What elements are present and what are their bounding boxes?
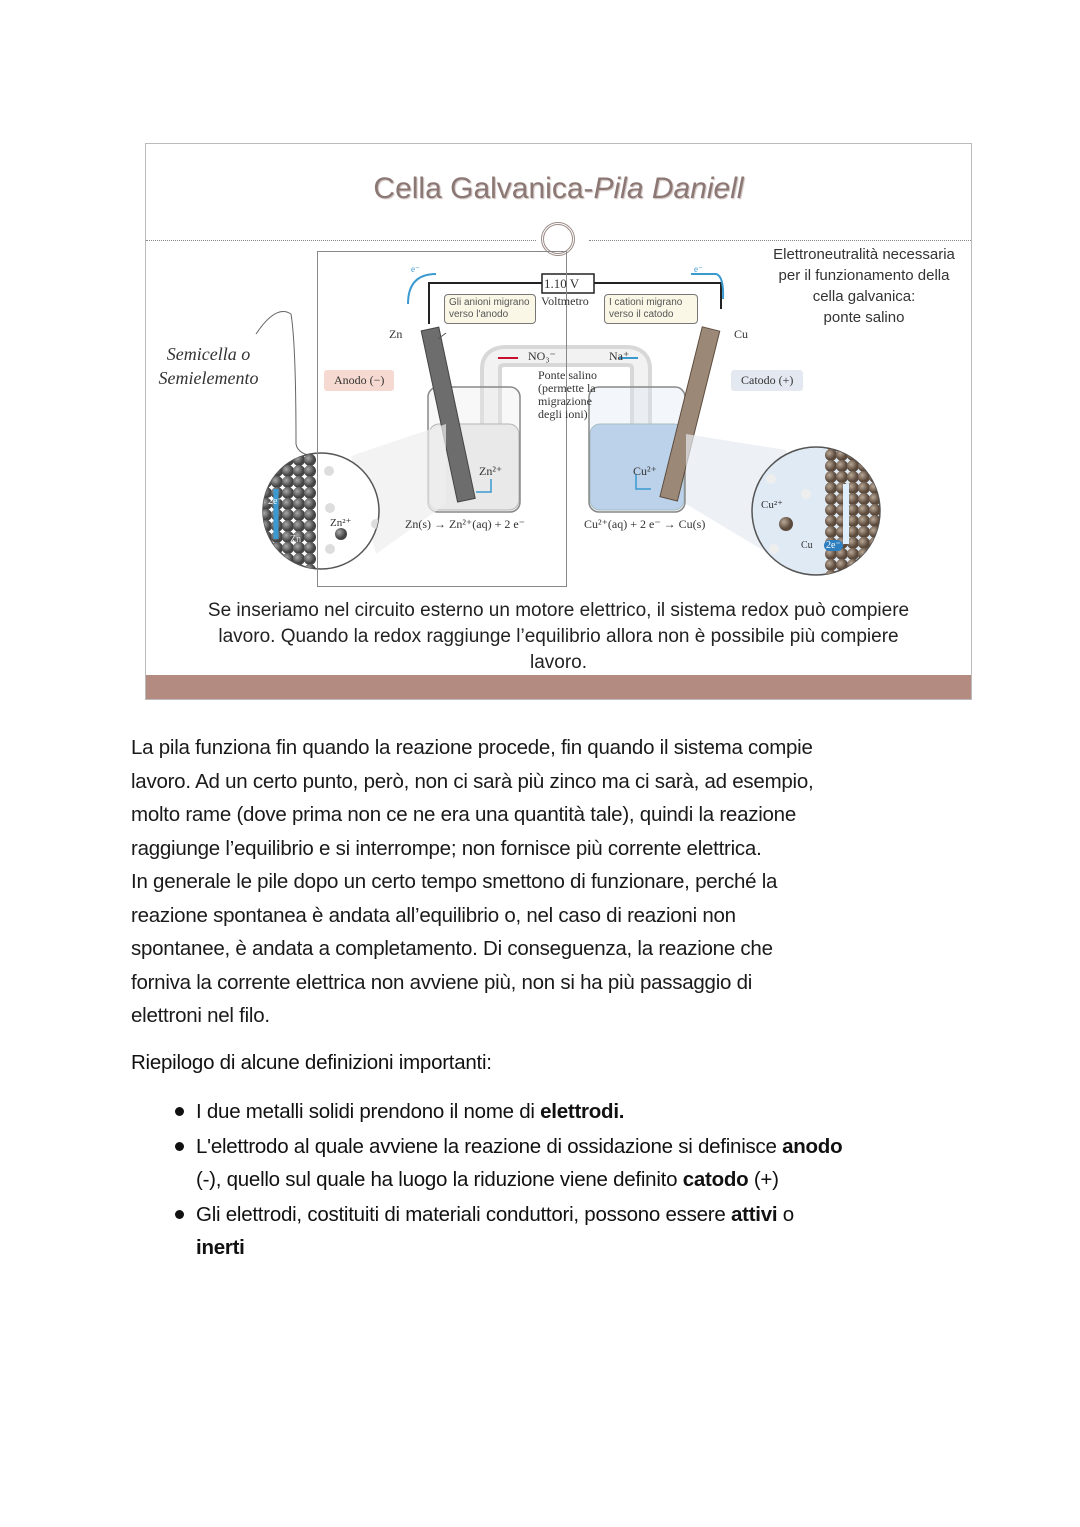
atom [869, 449, 881, 461]
atom [858, 515, 870, 527]
atom [293, 520, 305, 532]
atom [825, 526, 837, 538]
atom [858, 449, 870, 461]
galvanic-cell-figure [145, 143, 972, 700]
cu-ion-label: Cu²⁺ [633, 464, 657, 478]
atom [304, 553, 316, 565]
atom [869, 570, 881, 582]
atom [304, 465, 316, 477]
atom [271, 564, 283, 576]
text-line: raggiunge l’equilibrio e si interrompe; non fornisce più corrente elettrica. [131, 836, 762, 860]
atom [858, 460, 870, 472]
atom [271, 553, 283, 565]
title-italic: Pila Daniell [593, 172, 744, 205]
atom [847, 471, 859, 483]
text-line: molto rame (dove prima non ce ne era una quantità tale), quindi la reazione [131, 803, 796, 826]
atom [293, 454, 305, 466]
atom [282, 509, 294, 521]
atom [858, 537, 870, 549]
electroneutrality-note: Elettroneutralità necessaria per il funzionamento della cella galvanica: ponte salino [773, 246, 955, 326]
atom [880, 449, 892, 461]
atom [825, 482, 837, 494]
body-paragraph [131, 731, 951, 1033]
atom [260, 509, 272, 521]
atom [869, 515, 881, 527]
atom [869, 438, 881, 450]
atom [880, 504, 892, 516]
summary-heading: Riepilogo di alcune definizioni importanti: [131, 1051, 492, 1074]
text-line: spontanee, è andata a completamento. Di conseguenza, la reazione che [131, 937, 773, 960]
atom [880, 438, 892, 450]
zn-label: Zn [389, 327, 403, 341]
atom [271, 465, 283, 477]
atom [880, 548, 892, 560]
atom [847, 548, 859, 560]
atom [825, 471, 837, 483]
anode-equation: Zn(s) → Zn²⁺(aq) + 2 e⁻ [405, 517, 525, 531]
atom [293, 498, 305, 510]
zoom-right-electrons: 2e⁻ [826, 540, 841, 551]
atom [836, 559, 848, 571]
text-line: lavoro. Ad un certo punto, però, non ci sarà più zinco ma ci sarà, ad esempio, [131, 769, 814, 793]
atom [880, 570, 892, 582]
atom [293, 564, 305, 576]
atom [869, 559, 881, 571]
atom [880, 526, 892, 538]
atom [847, 438, 859, 450]
atom [825, 504, 837, 516]
atom [304, 476, 316, 488]
atom [858, 559, 870, 571]
atom [282, 465, 294, 477]
atom [858, 570, 870, 582]
title-main: Cella Galvanica- [373, 172, 594, 205]
atom [836, 460, 848, 472]
zoom-left-zn: Zn [290, 534, 302, 545]
atom [880, 515, 892, 527]
atom [293, 509, 305, 521]
salt-bridge-label: Ponte salino (permette la migrazione degli ioni) [538, 368, 597, 421]
figure-bottom-bar [146, 675, 971, 699]
atom [869, 482, 881, 494]
anions-callout: Gli anioni migrano verso l'anodo [444, 294, 536, 324]
list-item: L'elettrodo al quale avviene la reazione di ossidazione si definisce anodo (-), quello sul quale ha luogo la riduzione viene definito catodo (+) [131, 1130, 961, 1197]
zoom-right-cu: Cu [801, 540, 813, 551]
cathode-tag: Catodo (+) [731, 370, 803, 391]
atom [869, 537, 881, 549]
semicella-label: Semicella o Semielemento [158, 344, 259, 388]
text-line: forniva la corrente elettrica non avviene più, non si ha più passaggio di [131, 970, 753, 994]
atom [869, 504, 881, 516]
atom [847, 570, 859, 582]
atom [825, 570, 837, 582]
zoom-left-ion: Zn²⁺ [330, 517, 352, 529]
definitions-list [131, 1095, 961, 1266]
atom [260, 542, 272, 554]
atom [880, 471, 892, 483]
atom [282, 498, 294, 510]
atom [880, 559, 892, 571]
electron-label-left: e⁻ [411, 264, 420, 274]
atom [271, 443, 283, 455]
atom [282, 443, 294, 455]
zoom-right-ion: Cu²⁺ [761, 499, 783, 511]
text-line: elettroni nel filo. [131, 1004, 270, 1027]
atom [858, 438, 870, 450]
atom [260, 564, 272, 576]
atom [880, 482, 892, 494]
atom [847, 449, 859, 461]
atom [858, 482, 870, 494]
atom [304, 542, 316, 554]
list-item: I due metalli solidi prendono il nome di elettrodi. [131, 1095, 961, 1129]
cation-label: Na⁺ [609, 349, 630, 363]
zoom-left-electrons: 2e⁻ [268, 496, 283, 507]
anion-label: NO₃⁻ [528, 349, 556, 363]
atom [260, 443, 272, 455]
atom [880, 460, 892, 472]
atom [880, 537, 892, 549]
atom [304, 531, 316, 543]
atom [271, 454, 283, 466]
electron-label-right: e⁻ [694, 264, 703, 274]
atom [880, 493, 892, 505]
atom [293, 487, 305, 499]
atom [293, 465, 305, 477]
atom [282, 487, 294, 499]
cations-callout: I cationi migrano verso il catodo [604, 294, 698, 324]
atom [260, 553, 272, 565]
atom [304, 498, 316, 510]
atom [293, 476, 305, 488]
atom [836, 471, 848, 483]
atom [282, 476, 294, 488]
atom [858, 493, 870, 505]
atom [825, 493, 837, 505]
cathode-equation: Cu²⁺(aq) + 2 e⁻ → Cu(s) [584, 517, 706, 531]
atom [304, 520, 316, 532]
atom [858, 526, 870, 538]
atom [825, 515, 837, 527]
atom [825, 460, 837, 472]
atom [825, 559, 837, 571]
atom [260, 465, 272, 477]
atom [825, 449, 837, 461]
voltmeter-value: 1.10 V [544, 276, 580, 291]
atom [260, 454, 272, 466]
atom [282, 564, 294, 576]
voltmeter-label: Voltmetro [541, 294, 589, 308]
list-item: Gli elettrodi, costituiti di materiali conduttori, possono essere attivi o inerti [131, 1198, 961, 1265]
text-line: La pila funziona fin quando la reazione procede, fin quando il sistema compie [131, 736, 813, 759]
cu-label: Cu [734, 327, 749, 341]
text-line: In generale le pile dopo un certo tempo smettono di funzionare, perché la [131, 870, 778, 893]
atom [260, 531, 272, 543]
text-line: reazione spontanea è andata all’equilibrio o, nel caso di reazioni non [131, 903, 736, 927]
figure-caption: Se inseriamo nel circuito esterno un motore elettrico, il sistema redox può compiere lavoro. Quando la redox raggiunge l’equilibrio allora non è possibile più compiere lavoro. [207, 600, 910, 673]
atom [869, 548, 881, 560]
zn-ion-label: Zn²⁺ [479, 464, 503, 478]
atom [858, 504, 870, 516]
atom [304, 564, 316, 576]
anode-tag: Anodo (−) [324, 370, 394, 391]
atom [304, 454, 316, 466]
atom [282, 520, 294, 532]
atom [869, 460, 881, 472]
atom [304, 509, 316, 521]
atom [304, 487, 316, 499]
atom [836, 438, 848, 450]
